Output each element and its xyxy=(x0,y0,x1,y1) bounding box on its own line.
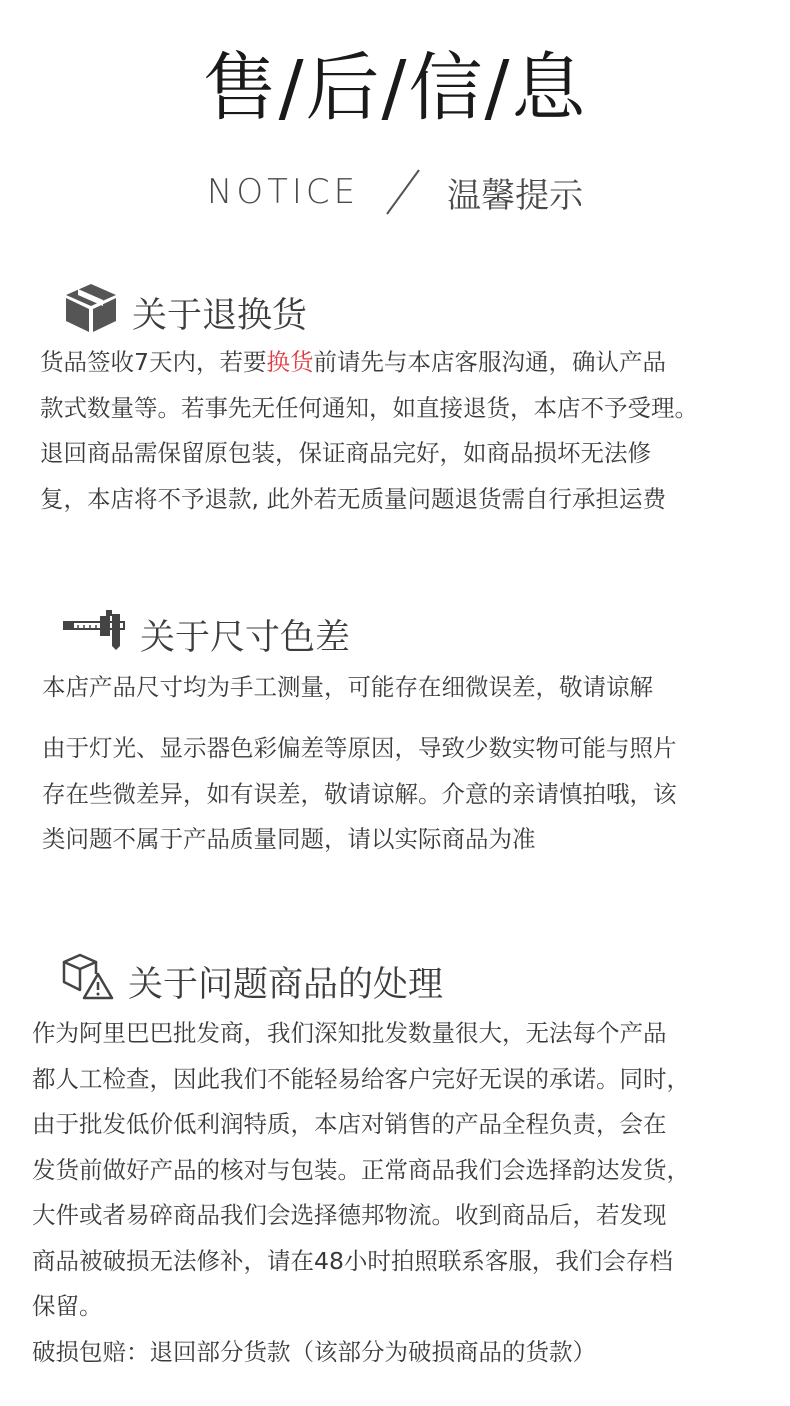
section-heading-label: 关于尺寸色差 xyxy=(140,617,351,658)
section-heading-label: 关于问题商品的处理 xyxy=(128,964,444,1005)
paragraph-line: 存在些微差异，如有误差，敬请谅解。介意的亲请慎拍哦，该 xyxy=(42,779,677,808)
page-title: 售/后/信/息 xyxy=(202,45,588,131)
subtitle xyxy=(0,162,790,222)
size-paragraph-2 xyxy=(42,726,677,863)
problem-paragraph xyxy=(32,1011,690,1375)
size-paragraph-1 xyxy=(42,665,653,711)
caliper-icon xyxy=(62,608,126,661)
paragraph-line: 由于灯光、显示器色彩偏差等原因，导致少数实物可能与照片 xyxy=(42,734,677,762)
box-icon xyxy=(64,282,118,343)
paragraph-line: 退回商品需保留原包装，保证商品完好，如商品损坏无法修 xyxy=(40,439,651,467)
paragraph-line: 款式数量等。若事先无任何通知，如直接退货，本店不予受理。 xyxy=(40,393,698,422)
subtitle-en: NOTICE xyxy=(206,172,360,212)
paragraph-line: 由于批发低价低利润特质，本店对销售的产品全程负责，会在 xyxy=(32,1110,667,1138)
paragraph-line: 发货前做好产品的核对与包装。正常商品我们会选择韵达发货， xyxy=(32,1155,690,1184)
subtitle-cn: 温馨提示 xyxy=(447,175,584,216)
paragraph-line: 本店产品尺寸均为手工测量，可能存在细微误差，敬请谅解 xyxy=(42,673,653,701)
paragraph-line: 类问题不属于产品质量同题，请以实际商品为准 xyxy=(42,825,536,853)
section-heading-size xyxy=(62,608,350,661)
paragraph-line: 都人工检查，因此我们不能轻易给客户完好无误的承诺。同时， xyxy=(32,1064,690,1093)
returns-paragraph xyxy=(40,340,698,522)
section-heading-label: 关于退换货 xyxy=(132,295,308,336)
section-heading-problem xyxy=(60,952,443,1011)
paragraph-line: 作为阿里巴巴批发商，我们深知批发数量很大，无法每个产品 xyxy=(32,1019,667,1047)
damaged-box-warning-icon xyxy=(60,952,114,1011)
section-heading-returns xyxy=(64,282,307,343)
paragraph-line: 大件或者易碎商品我们会选择德邦物流。收到商品后，若发现 xyxy=(32,1201,667,1229)
paragraph-line: 商品被破损无法修补，请在48小时拍照联系客服，我们会存档 xyxy=(32,1246,673,1275)
slash-divider xyxy=(379,166,427,218)
paragraph-line: 货品签收7天内，若要换货前请先与本店客服沟通，确认产品 xyxy=(40,348,666,376)
highlight-text: 换货 xyxy=(266,348,314,376)
paragraph-line: 保留。 xyxy=(32,1292,103,1320)
paragraph-line: 复，本店将不予退款, 此外若无质量问题退货需自行承担运费 xyxy=(40,484,666,513)
paragraph-line: 破损包赔：退回部分货款（该部分为破损商品的货款） xyxy=(32,1337,596,1366)
